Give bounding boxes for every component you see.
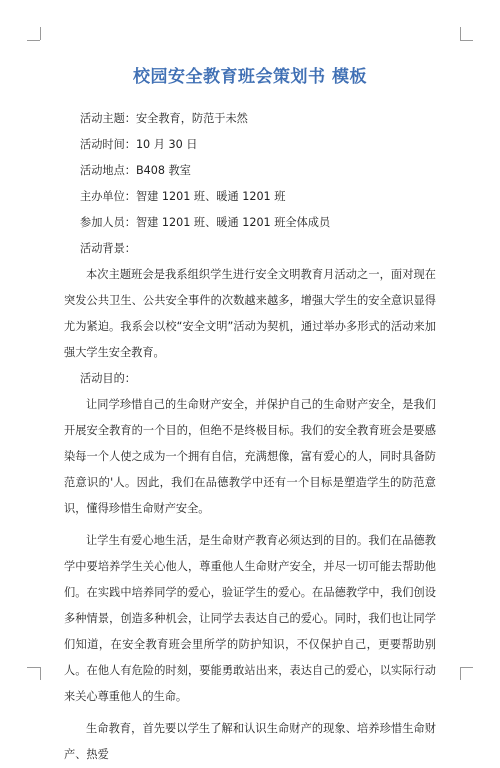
crop-mark-bottom-left-h — [27, 667, 40, 668]
purpose-label: 活动目的： — [80, 372, 136, 385]
crop-mark-top-left-v — [40, 27, 41, 40]
crop-mark-top-right-h — [460, 40, 473, 41]
crop-mark-top-right-v — [460, 27, 461, 40]
field-location: 活动地点：B408 教室 — [80, 164, 191, 177]
background-paragraph: 本次主题班会是我系组织学生进行安全文明教育月活动之一，面对现在突发公共卫生、公共安全事件的次数越来越多，增强大学生的安全意识显得尤为紧迫。我系会以校“安全文明”活动为契机，通过举办多形式的活动来加强大学生安全教育。 — [64, 268, 436, 359]
document-body — [64, 106, 436, 768]
purpose-paragraph-3: 生命教育，首先要以学生了解和认识生命财产的现象、培养珍惜生命财产、热爱 — [64, 722, 436, 761]
field-participants: 参加人员：智建 1201 班、暖通 1201 班全体成员 — [80, 216, 331, 229]
crop-mark-bottom-right-v — [460, 667, 461, 680]
field-organizer: 主办单位：智建 1201 班、暖通 1201 班 — [80, 190, 286, 203]
crop-mark-bottom-right-h — [460, 667, 473, 668]
crop-mark-top-left-h — [27, 40, 40, 41]
field-background-label: 活动背景： — [80, 242, 136, 255]
document-title: 校园安全教育班会策划书 模板 — [133, 67, 367, 87]
purpose-paragraph-2: 让学生有爱心地生活，是生命财产教育必须达到的目的。我们在品德教学中要培养学生关心他人，尊重他人生命财产安全，并尽一切可能去帮助他们。在实践中培养同学的爱心，验证学生的爱心。在品德教学中，我们创设多种情景，创造多种机会，让同学去表达自己的爱心。同时，我们也让同学们知道，在安全教育班会里所学的防护知识，不仅保护自己，更要帮助别人。在他人有危险的时刻，要能勇敢站出来，表达自己的爱心，以实际行动来关心尊重他人的生命。 — [64, 534, 436, 703]
field-theme: 活动主题：安全教育，防范于未然 — [80, 112, 248, 125]
field-time: 活动时间：10 月 30 日 — [80, 138, 198, 151]
crop-mark-bottom-left-v — [40, 667, 41, 680]
purpose-paragraph-1: 让同学珍惜自己的生命财产安全，并保护自己的生命财产安全，是我们开展安全教育的一个目的，但绝不是终极目标。我们的安全教育班会是要感染每一个人使之成为一个拥有自信，充满想像，富有爱心的人，同时具备防范意识的'人。因此，我们在品德教学中还有一个目标是塑造学生的防范意识，懂得珍惜生命财产安全。 — [64, 398, 436, 515]
